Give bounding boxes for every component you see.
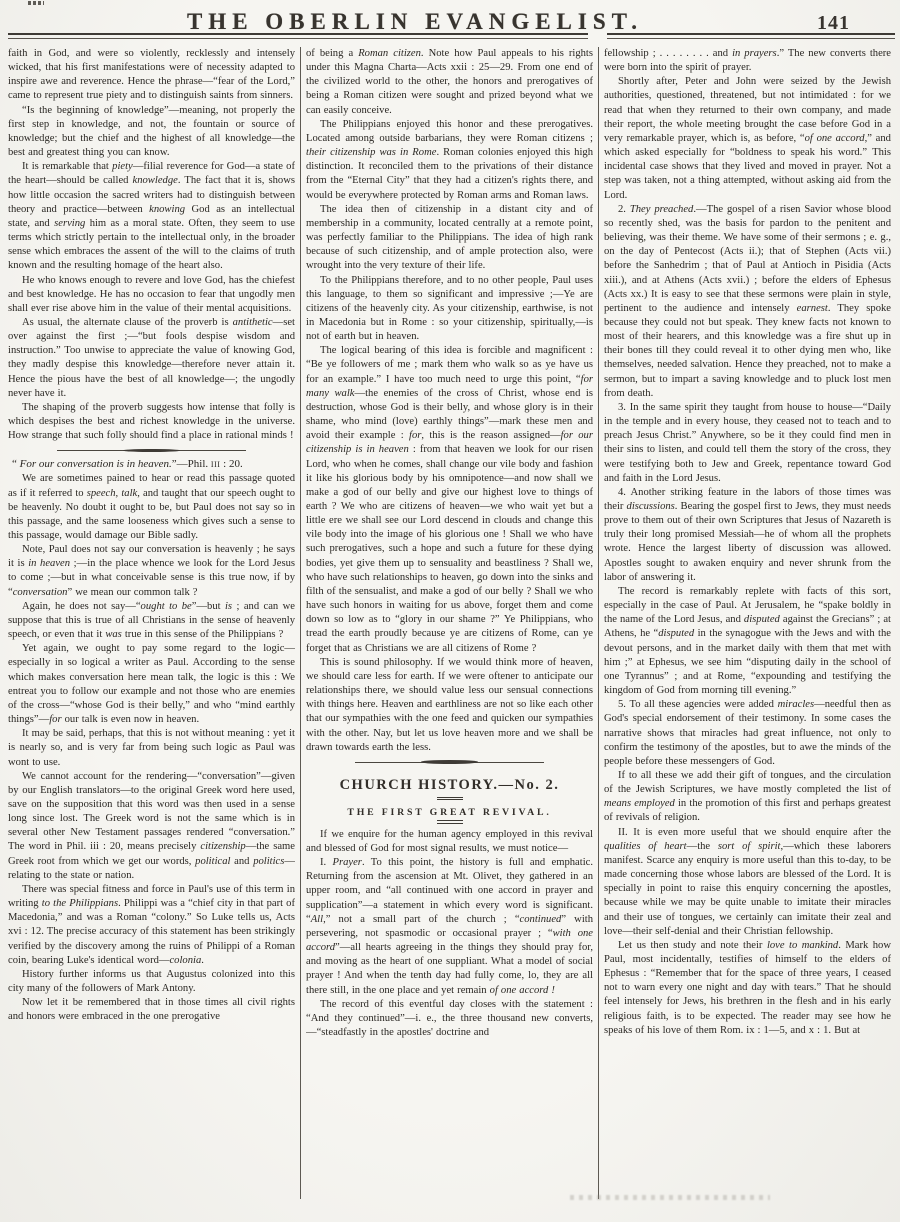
column-3 bbox=[604, 47, 891, 1212]
article-heading: CHURCH HISTORY.—No. 2. bbox=[339, 776, 560, 793]
paragraph: The idea then of citizenship in a distant city and of membership in a community, located centrally at a remote point, was perfectly familiar to the Philippians. The idea of high rank because of such citizenship, and of ample protection also, were wrought into the very texture of their life. bbox=[306, 203, 593, 272]
paragraph: 3. In the same spirit they taught from house to house—“Daily in the temple and in every house, they ceased not to teach and to preach Jesus Christ.” Anywhere, so be it they could find men in their sins to listen, and could tell them the story of the cross, they were testifying both to Jew and Greek, repentance toward God and faith in the Lord Jesus. bbox=[604, 401, 891, 484]
paragraph: Let us then study and note their love to mankind. Mark how Paul, most incidentally, testifies of himself to the elders of Ephesus : “Remember that for the space of three years, I ceased not to warn every one night and day with tears.” That he should feel intensely for Jews, his brethren in the flesh and in his early religious faith, is to be expected. The reader may see how he speaks of his love of them Rom. ix : 1—5, and x : 1. But at bbox=[604, 939, 891, 1036]
page-body bbox=[8, 47, 892, 1212]
paragraph: fellowship ; . . . . . . . . and in prayers.” The new converts there were born into the spirit of prayer. bbox=[604, 48, 891, 74]
page-number: 141 bbox=[817, 12, 850, 34]
paragraph: There was special fitness and force in Paul's use of this term in writing to the Philippians. Philippi was a “chief city in that part of Macedonia,” and was a Roman “colony.” So Luke tells us, Acts xvi : 12. The precise accuracy of this statement has been strikingly verified by the discovery among the ruins of Philippi of a Roman coin, bearing Luke's identical word—colonia. bbox=[8, 883, 295, 966]
paragraph: As usual, the alternate clause of the proverb is antithetic—set over against the first ;—“but fools despise wisdom and instruction.” Too unwise to appreciate the value of knowing God, they madly despise this knowledge—therefore never attain it. Hence the pious have the best of all knowledge—; the ungodly never have it. bbox=[8, 316, 295, 399]
article-subheading: THE FIRST GREAT REVIVAL. bbox=[347, 807, 552, 819]
section-divider-rule bbox=[306, 755, 593, 769]
paragraph: 4. Another striking feature in the labors of those times was their discussions. Bearing the gospel first to Jews, they must needs prove to them out of their own Scriptures that Jesus of Nazareth is truly their long promised Messiah—he of whom all the prophets wrote. Hence the largest liberty of discussion was allowed. Apostles sought to awaken enquiry and never shrunk from the labor of answering it. bbox=[604, 486, 891, 583]
paragraph: We cannot account for the rendering—“conversation”—given by our English translators—to the original Greek word here used, save on the supposition that this word was then used in a sense long since lost. The Greek word is not the same which is in several other New Testament passages rendered “conversation.” The word in Phil. iii : 20, means precisely citizenship—the same Greek root from which we get our words, political and politics—relating to the state or nation. bbox=[8, 770, 295, 881]
paragraph: faith in God, and were so violently, recklessly and intensely wicked, that his first manifestations were of necessity adapted to inspire awe and reverence. Hence the phrase—“fear of the Lord,” came to represent true piety and to distinguish saints from sinners. bbox=[8, 48, 295, 102]
paragraph: Yet again, we ought to pay some regard to the logic—especially in so logical a writer as Paul. According to the sense which makes conversation here mean talk, the logic is this : We entreat you to follow our example and not those who are enemies of the cross—“whose God is their belly,” and who “mind earthly things”—for our talk is even now in heaven. bbox=[8, 643, 295, 726]
paragraph: of being a Roman citizen. Note how Paul appeals to his rights under this Magna Charta—Acts xxii : 25—29. From one end of the civilized world to the other, the honors and prerogatives of being a Roman citizen were sought and prized beyond what we can easily conceive. bbox=[306, 48, 593, 116]
paragraph: 2. They preached.—The gospel of a risen Savior whose blood so recently shed, was the basis for pardon to the penitent and believing, was their theme. We have some of their sermons ; e. g., on the day of Pentecost (Acts ii.); that of Stephen (Acts vii.) before the Sanhedrim ; that of Paul at Antioch in Pisidia (Acts xiii.), and at Athens (Acts xvii.) ; before the elders of Ephesus (Acts xx.) It is easy to see that these sermons were plain in style, pertinent to the audience and intensely earnest. They spoke because they could not but speak. They knew facts not known to most of their hearers, and this knowledge was a fire shut up in their bones till they could reveal it to other dying men who, like themselves, needed salvation. Hence they preached, not to make a sermon, but to impart a saving knowledge and to pluck lost men from death. bbox=[604, 203, 891, 399]
paragraph: 5. To all these agencies were added miracles—needful then as God's special endorsement of their testimony. In some cases the narrative shows that miracles had great influence, not only to confirm the testimony of the apostles, but to awe the minds of the people before these messengers of God. bbox=[604, 699, 891, 767]
print-bleed-artifact bbox=[570, 1195, 770, 1200]
column-1 bbox=[8, 47, 295, 1212]
column-2 bbox=[306, 47, 593, 1212]
masthead-rule-right bbox=[607, 33, 895, 39]
paragraph: The record of this eventful day closes with the statement : “And they continued”—i. e., the three thousand new converts,—“steadfastly in the apostles' doctrine and bbox=[306, 998, 593, 1038]
column-divider-1 bbox=[300, 47, 301, 1199]
masthead-rule-left bbox=[8, 33, 588, 39]
paragraph: The logical bearing of this idea is forcible and magnificent : “Be ye followers of me ; mark them who walk so as ye have us for an example.” I have too much need to urge this point, “for many walk—the enemies of the cross of Christ, whose end is destruction, whose God is their belly, and whose glory is in their shame, who mind (love) earthly things”—mark these men and avoid their example : for, this is the reason assigned—for our citizenship is in heaven : from that heaven we look for our risen Lord, who when he comes, shall change our vile body and fashion it like his glorious body by his omnipotence—and now shall we make a god of our belly and give our highest love to things of earth ? We who are citizens of heaven—we who wait yet but a little ere we shall see our Lord descend in clouds and change this vile body into the image of his glorious one ! Shall we who have such prerogatives, such a hope and such a future for these dying bodies, yet give them up to sensuality and beastliness ? Shall we, who have such relationships to heaven, go down into the sinks and filth of the sensualist, and make a god of our belly ? Shall we who have such honors in waiting for us above, forget them and come down so low as to “glory in our shame ?” Ye Philippians, who tread the earth proudly because ye are citizens of Rome, can ye forget that as Christians we are all citizens of Rome ? bbox=[306, 345, 593, 654]
paragraph: I. Prayer. To this point, the history is full and emphatic. Returning from the ascension at Mt. Olivet, they gathered in an upper room, and “all continued with one accord in prayer and supplication”—a statement in which every word is significant. “All,” not a small part of the church ; “continued” with persevering, not spasmodic or occasional prayer ; “with one accord”—all hearts agreeing in the things they should pray for, and moving as the heart of one suppliant. What a model of social prayer ! And when the tenth day had fully come, lo, they are all there still, in the one place and yet remain of one accord ! bbox=[306, 857, 593, 996]
paragraph: History further informs us that Augustus colonized into this city many of the followers of Mark Antony. bbox=[8, 968, 295, 994]
paragraph: He who knows enough to revere and love God, has the chiefest and best knowledge. He has no occasion to fear that ungodly men shall ever rise above him in the value of their mental acquisitions. bbox=[8, 274, 295, 314]
paragraph: Shortly after, Peter and John were seized by the Jewish authorities, questioned, threatened, but not intimidated : for we read that when they returned to their own company, and made their report, the whole meeting brought the case before God in a very remarkable prayer, which is, as before, “of one accord,” and which asked especially for “boldness to speak his word.” This incidental case shows that they lived and moved in prayer. Not a step was taken, not a thing attempted, without asking aid from the Lord. bbox=[604, 76, 891, 201]
scan-edge-artifact bbox=[28, 1, 44, 5]
paragraph: II. It is even more useful that we should enquire after the qualities of heart—the sort of spirit,—which these laborers manifest. Scarce any enquiry is more useful than this to-day, to be made concerning those whose labors are blessed of the Lord. It is specially in point to raise this enquiry concerning the apostles, because while we may be quite unable to imitate their miracles and their use of tongues, we certainly can imitate their zeal and love—their self-denial and their Christian fellowship. bbox=[604, 826, 891, 937]
paragraph: Now let it be remembered that in those times all civil rights and honors were embraced in the one prerogative bbox=[8, 997, 295, 1023]
section-divider-rule bbox=[8, 443, 295, 457]
scripture-reference: “ For our conversation is in heaven.”—Phil. iii : 20. bbox=[12, 458, 243, 471]
paragraph: The record is remarkably replete with facts of this sort, especially in the case of Paul. At Jerusalem, he “spake boldly in the name of the Lord Jesus, and disputed against the Grecians” ; at Athens, he “disputed in the synagogue with the Jews and with the devout persons, and in the market daily with them that met with him ;” at Ephesus, we see him “disputing daily in the school of one Tyrannus” ; and at Rome, “expounding and testifying the kingdom of God from morning till evening.” bbox=[604, 585, 891, 697]
paragraph: The shaping of the proverb suggests how intense that folly is which despises the best and richest knowledge in the universe. How strange that such folly should find a place in rational minds ! bbox=[8, 401, 295, 442]
paragraph: It is remarkable that piety—filial reverence for God—a state of the heart—should be called knowledge. The fact that it is, shows how little occasion the sacred writers had to distinguish between theory and practice—between knowing God as an intellectual state, and serving him as a moral state. Often, they seem to use terms which strictly pertain to the intellectual only, in the broader sense which embraces the assent of the will to the claims of truth known and the resulting homage of the heart also. bbox=[8, 161, 295, 272]
paragraph: This is sound philosophy. If we would think more of heaven, we should care less for earth. If we were oftener to anticipate our relationships there, we should value less our sensual connections with things here. Heaven and earthliness are not so like each other that our sympathies with the one feed and quicken our sympathies with the other. Nay, but let us love heaven more and we shall be drawn towards earth the less. bbox=[306, 656, 593, 753]
paragraph: If to all these we add their gift of tongues, and the circulation of the Jewish Scriptures, we have mostly completed the list of means employed in the promotion of this first and perhaps greatest of revivals of religion. bbox=[604, 769, 891, 824]
paragraph: “Is the beginning of knowledge”—meaning, not properly the first step in knowledge, and not, the fountain or source of knowledge; but the chief and the highest of all knowledge—the best and greatest thing you can know. bbox=[8, 104, 295, 159]
heading-rule bbox=[437, 797, 463, 801]
paragraph: If we enquire for the human agency employed in this revival and blessed of God for most signal results, we must notice— bbox=[306, 828, 593, 854]
paragraph: We are sometimes pained to hear or read this passage quoted as if it referred to speech, talk, and taught that our speech ought to be heavenly. No doubt it ought to be, but Paul does not say so in this passage, and the same looseness which gives such a sense to this passage, would damage our Bible sadly. bbox=[8, 473, 295, 541]
paragraph: Again, he does not say—“ought to be”—but is ; and can we suppose that this is true of all Christians in the sense of heavenly speech, or even that it was true in this sense of the Philippians ? bbox=[8, 600, 295, 641]
paragraph: The Philippians enjoyed this honor and these prerogatives. Located among outside barbarians, they were Roman citizens ; their citizenship was in Rome. Roman colonies enjoyed this high distinction. It reconciled them to the privations of their distance from the “Eternal City” that they had a citizen's rights there, and would be everywhere protected by Roman arms and Roman laws. bbox=[306, 118, 593, 201]
paragraph: To the Philippians therefore, and to no other people, Paul uses this language, to them so significant and impressive ;—Ye are citizens of the heavenly city. As your citizenship, earthwise, is not in Macedonia but in Rome : so your citizenship, spiritually,—is not of earth but in heaven. bbox=[306, 274, 593, 343]
paragraph: It may be said, perhaps, that this is not without meaning : yet it is nearly so, and is very far from being such logic as Paul was wont to use. bbox=[8, 728, 295, 768]
publication-title: THE OBERLIN EVANGELIST. bbox=[186, 9, 644, 34]
heading-rule bbox=[437, 820, 463, 824]
column-divider-2 bbox=[598, 47, 599, 1199]
paragraph: Note, Paul does not say our conversation is heavenly ; he says it is in heaven ;—in the place whence we look for the Lord Jesus to come ;—but in what conceivable sense is this true now, if by “conversation” we mean our common talk ? bbox=[8, 544, 295, 598]
